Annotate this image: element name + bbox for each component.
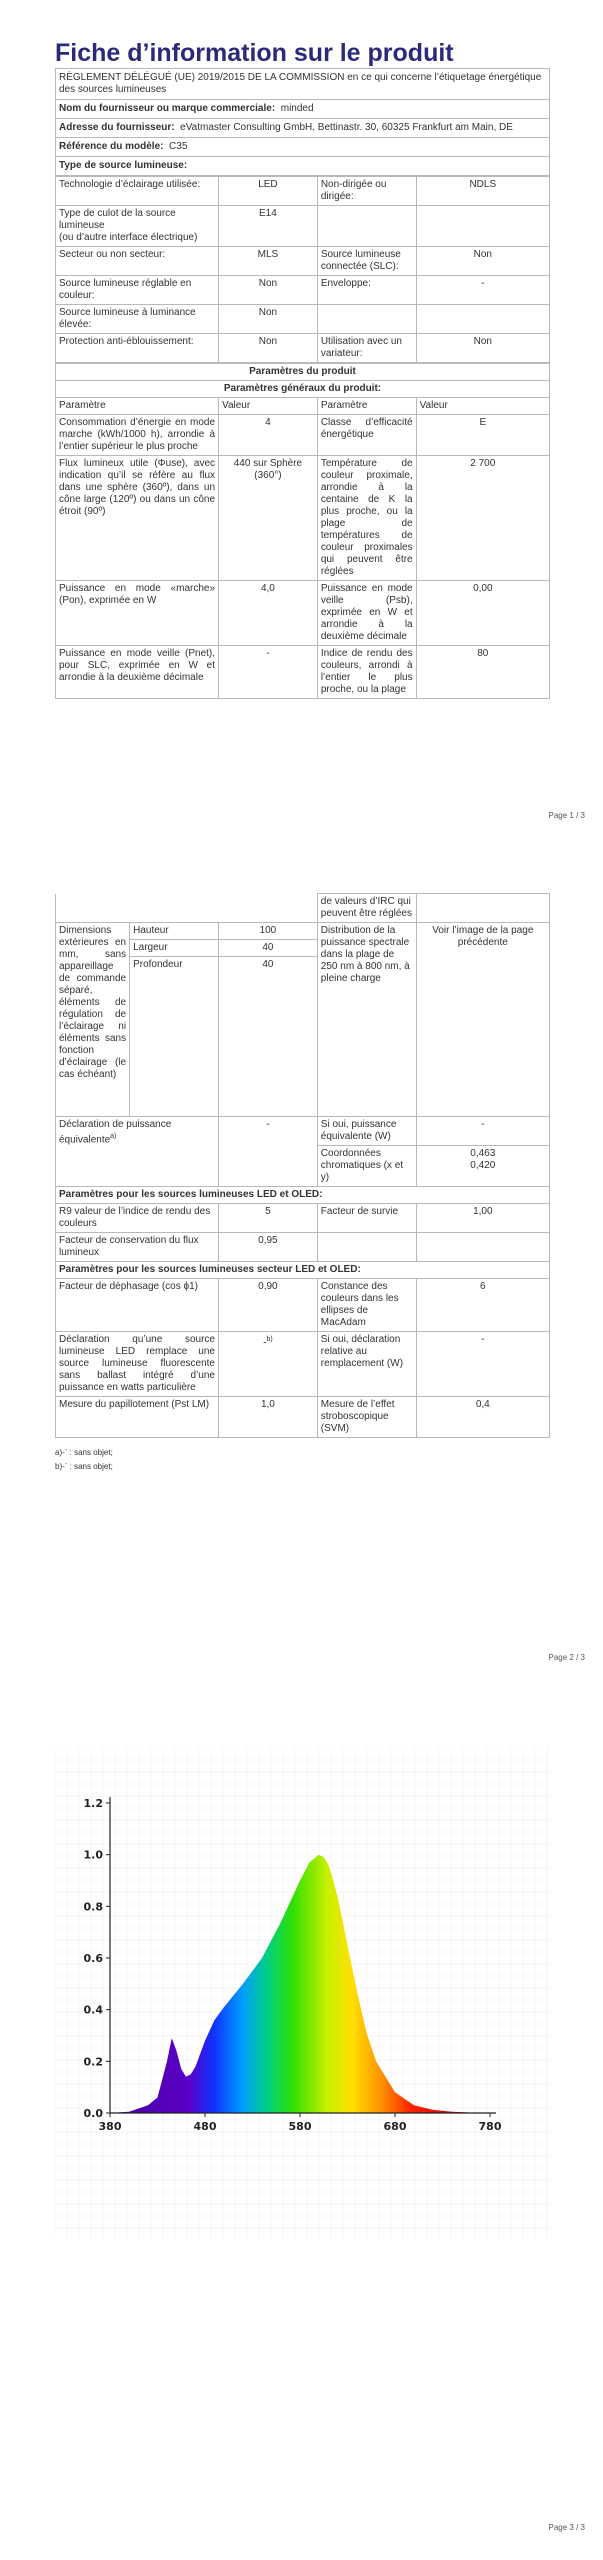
source-value: MLS [219, 247, 318, 276]
param-value-2: 0,00 [416, 581, 549, 646]
param-row [56, 415, 550, 456]
phase-value: 0,90 [219, 1279, 318, 1332]
supplier-name-value: minded [280, 103, 314, 114]
equiv-power-label: Si oui, puissance équivalente (W) [317, 1117, 416, 1146]
x-tick-label: 380 [98, 2120, 122, 2133]
source-type-row [56, 247, 550, 276]
dim-depth-value: 40 [219, 957, 318, 1117]
source-type-row [56, 276, 550, 305]
source-value: Non [219, 305, 318, 334]
page-number-3: Page 3 / 3 [548, 2523, 585, 2532]
maintenance-label: Facteur de conservation du flux lumineux [56, 1233, 219, 1262]
source-type-row [56, 177, 550, 206]
dims-label: Dimensions extérieures en mm, sans appareillage de commande séparé, éléments de régulation de l’éclairage ni éléments sans fonction d’éclairage (le cas échéant) [56, 923, 130, 1117]
spectrum-chart-svg [55, 1748, 550, 2238]
param-label-2: Classe d’efficacité énergétique [317, 415, 416, 456]
model-label: Référence du modèle: [59, 141, 164, 152]
flicker-label: Mesure du papillotement (Pst LM) [56, 1397, 219, 1438]
source-type-row [56, 206, 550, 247]
dim-depth-label: Profondeur [130, 957, 219, 1117]
survival-value: 1,00 [416, 1204, 549, 1233]
param-label-2: Indice de rendu des couleurs, arrondi à l’entier le plus proche, ou la plage [317, 646, 416, 699]
regulation-text: RÈGLEMENT DÉLÉGUÉ (UE) 2019/2015 DE LA COMMISSION en ce qui concerne l’étiquetage énergétique des sources lumineuses [59, 72, 542, 95]
led-params-heading: Paramètres pour les sources lumineuses LED et OLED: [56, 1187, 550, 1204]
param-value: - [219, 646, 318, 699]
source-label-2: Source lumineuse connectée (SLC): [317, 247, 416, 276]
source-label-2 [317, 305, 416, 334]
replace-label: Déclaration qu’une source lumineuse LED remplace une source lumineuse fluorescente sans ballast intégré d’une puissance en watts particulière [56, 1332, 219, 1397]
source-value-2: Non [416, 247, 549, 276]
page-1 [55, 38, 550, 699]
cri-continuation-value [416, 894, 549, 923]
dim-height-value: 100 [219, 923, 318, 940]
param-label-2: Puissance en mode veille (Psb), exprimée en W et arrondie à la deuxième décimale [317, 581, 416, 646]
dim-height-label: Hauteur [130, 923, 219, 940]
spectral-label: Distribution de la puissance spectrale dans la plage de 250 nm à 800 nm, à pleine charge [317, 923, 416, 1117]
source-label: Protection anti-éblouissement: [56, 334, 219, 363]
supplier-address-label: Adresse du fournisseur: [59, 122, 175, 133]
spectral-value: Voir l’image de la page précédente [416, 923, 549, 1117]
x-tick-label: 780 [478, 2120, 502, 2133]
supplier-address-row [55, 119, 550, 138]
source-value: LED [219, 177, 318, 206]
regulation-box [55, 68, 550, 100]
param-label-2: Température de couleur proximale, arrondie à la centaine de K la plus proche, ou la plage de températures de couleur proximales qui peuvent être réglées [317, 456, 416, 581]
equiv-value: - [219, 1117, 318, 1187]
supplier-name-label: Nom du fournisseur ou marque commerciale: [59, 103, 276, 114]
col-header-param: Paramètre [56, 398, 219, 415]
param-value: 4 [219, 415, 318, 456]
mains-params-heading: Paramètres pour les sources lumineuses secteur LED et OLED: [56, 1262, 550, 1279]
model-row [55, 138, 550, 157]
source-label-2: Non-dirigée ou dirigée: [317, 177, 416, 206]
maintenance-value: 0,95 [219, 1233, 318, 1262]
y-tick-label: 1.2 [83, 1797, 103, 1810]
footnotes [55, 1446, 550, 1474]
source-value-2 [416, 206, 549, 247]
footnote-a: a)-᾿ : sans objet; [55, 1448, 113, 1457]
param-label: Consommation d’énergie en mode marche (kWh/1000 h), arrondie à l’entier supérieur le plus proche [56, 415, 219, 456]
source-value: Non [219, 334, 318, 363]
equiv-label: Déclaration de puissance équivalente$^{a)}$ [56, 1117, 219, 1187]
maintenance-empty [317, 1233, 416, 1262]
replace-value: -$^{b)}$ [219, 1332, 318, 1397]
param-label: Flux lumineux utile (Φuse), avec indication qu’il se réfère au flux dans une sphère (360º), dans un cône large (120º) ou dans un cône étroit (90º) [56, 456, 219, 581]
col-header-param-2: Paramètre [317, 398, 416, 415]
product-params-table [55, 363, 550, 699]
cont-empty [56, 894, 318, 923]
source-type-row [56, 305, 550, 334]
y-tick-label: 0.4 [83, 2003, 103, 2017]
x-tick-label: 580 [288, 2120, 312, 2133]
y-tick-label: 0.8 [83, 1900, 103, 1914]
supplier-name-row [55, 100, 550, 119]
dim-width-value: 40 [219, 940, 318, 957]
param-row [56, 456, 550, 581]
source-value-2: - [416, 276, 549, 305]
strobo-label: Mesure de l’effet stroboscopique (SVM) [317, 1397, 416, 1438]
maintenance-empty-2 [416, 1233, 549, 1262]
param-value-2: 80 [416, 646, 549, 699]
x-tick-label: 480 [193, 2120, 217, 2133]
cri-continuation: de valeurs d’IRC qui peuvent être réglées [317, 894, 416, 923]
source-value-2 [416, 305, 549, 334]
page-number-2: Page 2 / 3 [548, 1653, 585, 1662]
replace-power-value: - [416, 1332, 549, 1397]
phase-label: Facteur de déphasage (cos ϕ1) [56, 1279, 219, 1332]
source-label-2: Utilisation avec un variateur: [317, 334, 416, 363]
macadam-label: Constance des couleurs dans les ellipses de MacAdam [317, 1279, 416, 1332]
model-value: C35 [169, 141, 188, 152]
param-value: 440 sur Sphère (360°) [219, 456, 318, 581]
param-value-2: E [416, 415, 549, 456]
param-row [56, 646, 550, 699]
page-number-1: Page 1 / 3 [548, 811, 585, 820]
col-header-value: Valeur [219, 398, 318, 415]
source-label-2: Enveloppe: [317, 276, 416, 305]
strobo-value: 0,4 [416, 1397, 549, 1438]
r9-value: 5 [219, 1204, 318, 1233]
equiv-power-value: - [416, 1117, 549, 1146]
col-header-value-2: Valeur [416, 398, 549, 415]
source-label: Source lumineuse réglable en couleur: [56, 276, 219, 305]
page-title: Fiche d’information sur le produit [55, 39, 454, 67]
source-value-2: NDLS [416, 177, 549, 206]
spectrum-chart [55, 1748, 550, 2238]
macadam-value: 6 [416, 1279, 549, 1332]
source-value-2: Non [416, 334, 549, 363]
source-label: Type de culot de la source lumineuse (ou d’autre interface électrique) [56, 206, 219, 247]
source-label: Source lumineuse à luminance élevée: [56, 305, 219, 334]
y-tick-label: 0.0 [83, 2107, 103, 2120]
source-label: Technologie d’éclairage utilisée: [56, 177, 219, 206]
general-params-heading: Paramètres généraux du produit: [56, 381, 550, 398]
param-label: Puissance en mode veille (Pnet), pour SLC, exprimée en W et arrondie à la deuxième décimale [56, 646, 219, 699]
replace-power-label: Si oui, déclaration relative au remplacement (W) [317, 1332, 416, 1397]
spectrum-area [110, 1855, 490, 2113]
param-value: 4,0 [219, 581, 318, 646]
source-value: Non [219, 276, 318, 305]
footnote-b: b)-᾿ : sans objet; [55, 1462, 113, 1471]
source-value: E14 [219, 206, 318, 247]
product-params-heading: Paramètres du produit [56, 364, 550, 381]
survival-label: Facteur de survie [317, 1204, 416, 1233]
flicker-value: 1,0 [219, 1397, 318, 1438]
source-type-row [56, 334, 550, 363]
source-label-2 [317, 206, 416, 247]
x-tick-label: 680 [383, 2120, 407, 2133]
chroma-value: 0,463 0,420 [416, 1146, 549, 1187]
y-tick-label: 1.0 [83, 1848, 103, 1862]
source-type-heading: Type de source lumineuse: [55, 157, 550, 176]
r9-label: R9 valeur de l’indice de rendu des couleurs [56, 1204, 219, 1233]
supplier-address-value: eVatmaster Consulting GmbH, Bettinastr. 30, 60325 Frankfurt am Main, DE [180, 122, 513, 133]
y-tick-label: 0.2 [83, 2055, 103, 2069]
y-tick-label: 0.6 [83, 1952, 103, 1965]
param-value-2: 2 700 [416, 456, 549, 581]
source-type-table [55, 176, 550, 363]
dim-width-label: Largeur [130, 940, 219, 957]
page-2 [55, 893, 550, 1474]
param-row [56, 581, 550, 646]
page2-table [55, 893, 550, 1438]
chroma-label: Coordonnées chromatiques (x et y) [317, 1146, 416, 1187]
param-label: Puissance en mode «marche» (Pon), exprimée en W [56, 581, 219, 646]
source-label: Secteur ou non secteur: [56, 247, 219, 276]
